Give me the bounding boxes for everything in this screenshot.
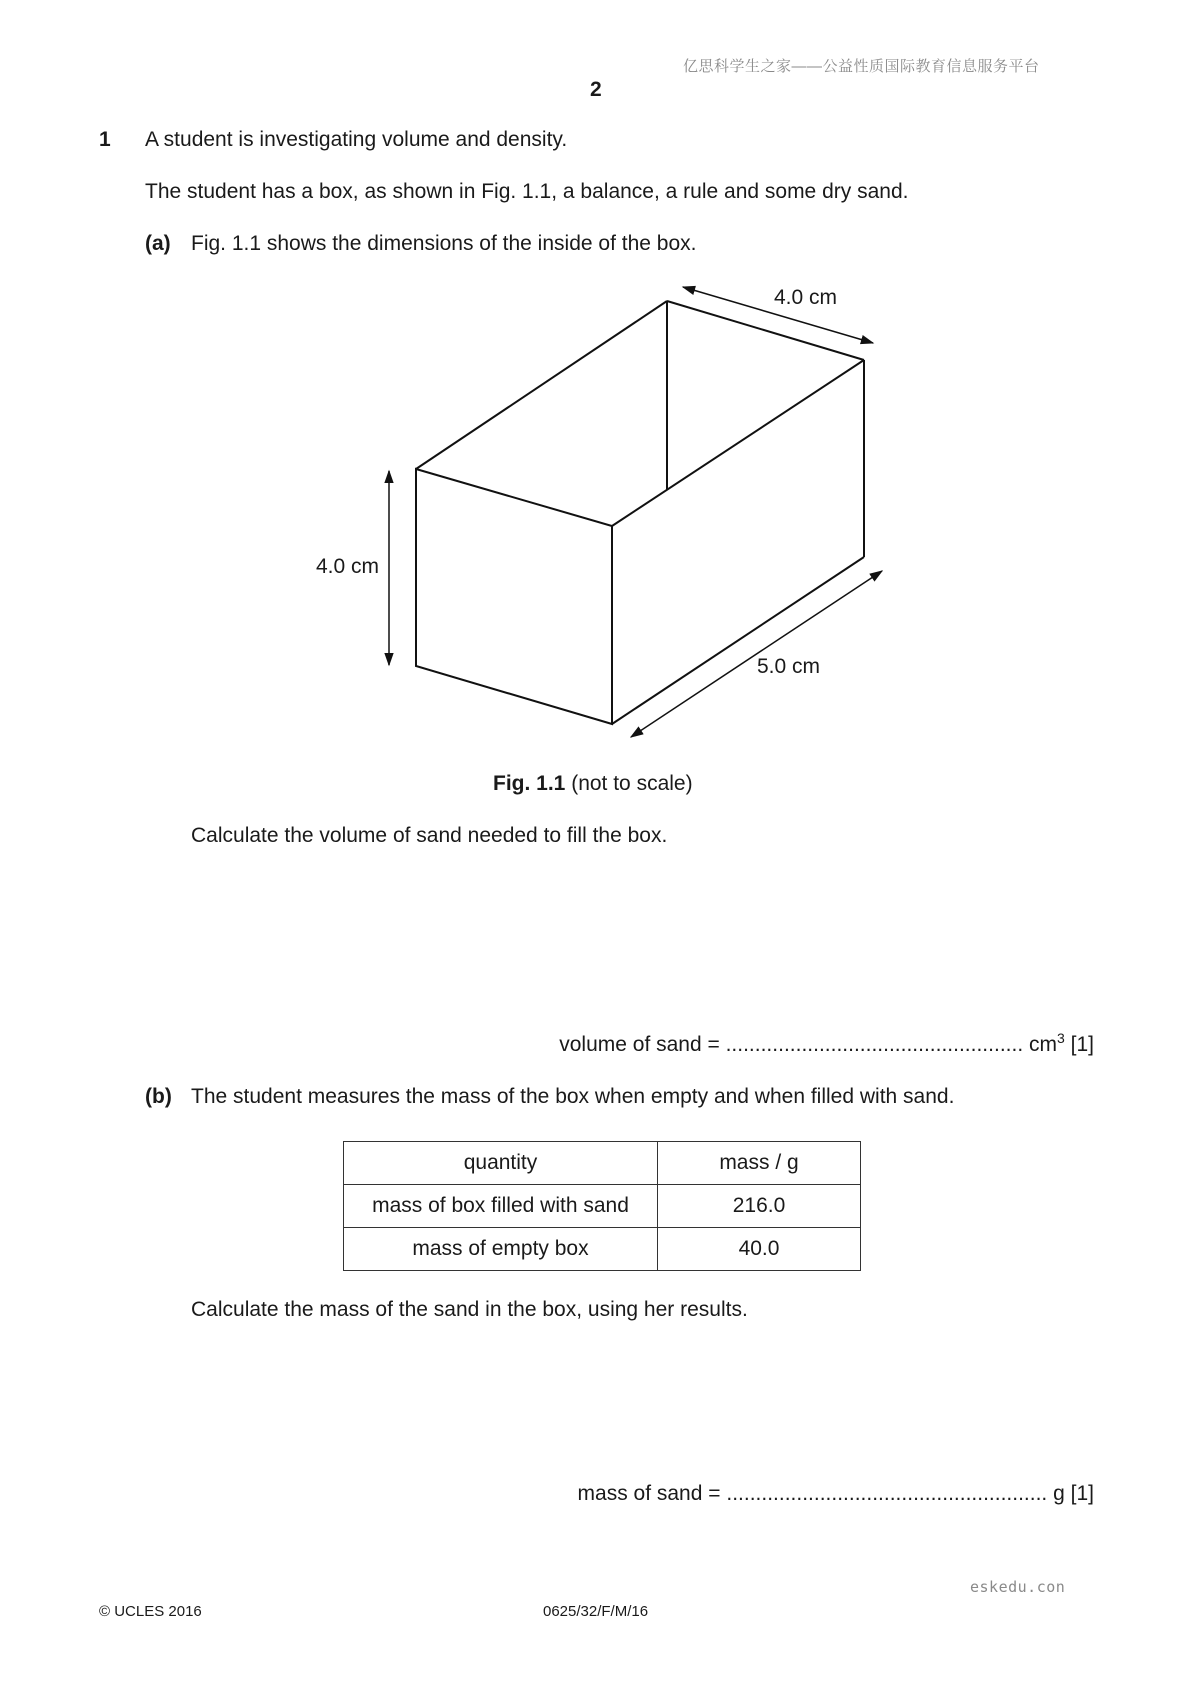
box-top-left-edge xyxy=(416,301,667,469)
length-dimension-arrow xyxy=(631,571,882,737)
part-b-instruction: Calculate the mass of the sand in the box, using her results. xyxy=(191,1298,748,1321)
mass-answer-marks: [1] xyxy=(1070,1482,1094,1505)
part-b-text: The student measures the mass of the box when empty and when filled with sand. xyxy=(191,1085,955,1108)
box-bottom-right-edge xyxy=(612,557,864,724)
table-row xyxy=(344,1185,861,1228)
part-a-instruction: Calculate the volume of sand needed to fill the box. xyxy=(191,824,668,847)
height-dimension-label: 4.0 cm xyxy=(316,555,380,578)
footer-paper-code: 0625/32/F/M/16 xyxy=(543,1603,649,1620)
watermark-top: 亿思科学生之家——公益性质国际教育信息服务平台 xyxy=(683,58,1040,75)
mass-answer-dots[interactable]: ....................................................... xyxy=(726,1482,1048,1505)
volume-answer-unit: cm xyxy=(1029,1033,1057,1056)
part-b-label: (b) xyxy=(145,1085,172,1108)
volume-answer-line xyxy=(559,1030,1094,1057)
mass-answer-label: mass of sand = xyxy=(577,1482,721,1505)
table-header-quantity: quantity xyxy=(344,1142,658,1185)
box-front-face xyxy=(416,469,612,724)
table-cell-mass: 40.0 xyxy=(658,1228,861,1271)
volume-answer-marks: [1] xyxy=(1070,1033,1094,1056)
volume-answer-label: volume of sand = xyxy=(559,1033,720,1056)
question-number: 1 xyxy=(99,128,111,151)
page-number: 2 xyxy=(590,78,602,101)
table-cell-quantity: mass of box filled with sand xyxy=(344,1185,658,1228)
watermark-bottom: eskedu.con xyxy=(970,1578,1066,1596)
part-a-label: (a) xyxy=(145,232,171,255)
footer-copyright: © UCLES 2016 xyxy=(99,1603,202,1620)
mass-results-table xyxy=(343,1141,861,1271)
mass-answer-unit: g xyxy=(1053,1482,1065,1505)
box-diagram xyxy=(0,0,1191,800)
figure-caption-rest: (not to scale) xyxy=(571,772,693,795)
table-cell-quantity: mass of empty box xyxy=(344,1228,658,1271)
volume-answer-unit-exponent: 3 xyxy=(1057,1030,1065,1046)
table-cell-mass: 216.0 xyxy=(658,1185,861,1228)
question-intro: A student is investigating volume and density. xyxy=(145,128,568,151)
figure-caption-bold: Fig. 1.1 xyxy=(493,772,566,795)
box-top-front-edge xyxy=(612,360,864,526)
question-setup: The student has a box, as shown in Fig. 1.1, a balance, a rule and some dry sand. xyxy=(145,180,909,203)
figure-caption xyxy=(493,772,693,796)
mass-answer-line xyxy=(578,1482,1094,1506)
table-header-mass: mass / g xyxy=(658,1142,861,1185)
width-dimension-label: 4.0 cm xyxy=(774,286,838,309)
volume-answer-dots[interactable]: ................................................... xyxy=(725,1033,1024,1056)
table-header-row xyxy=(344,1142,861,1185)
part-a-text: Fig. 1.1 shows the dimensions of the inside of the box. xyxy=(191,232,697,255)
table-row xyxy=(344,1228,861,1271)
length-dimension-label: 5.0 cm xyxy=(757,655,821,678)
